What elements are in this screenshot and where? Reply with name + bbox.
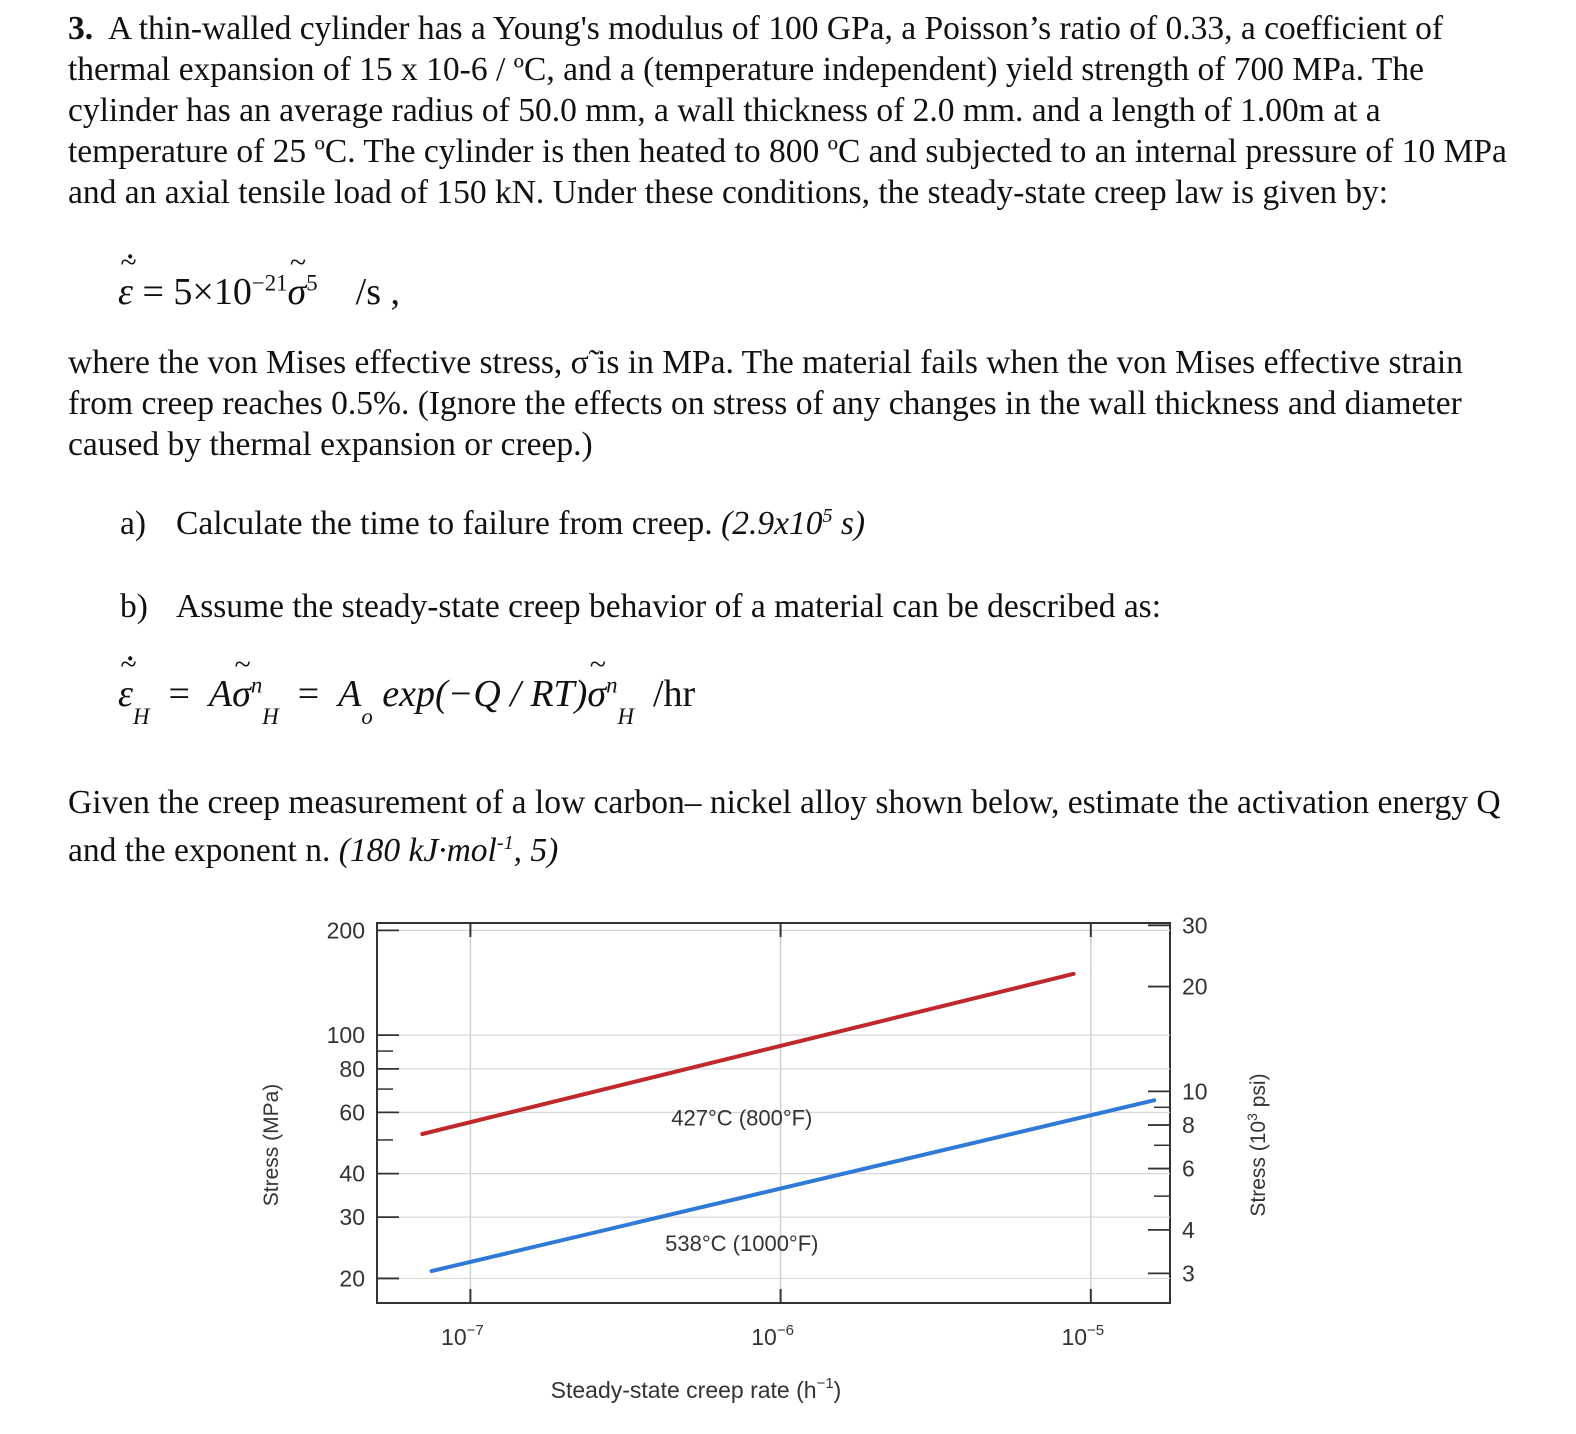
y-tick-label-right: 6 [1182, 1155, 1195, 1182]
given-statement: Given the creep measurement of a low carbon– nickel alloy shown below, estimate the activation energy Q and the exponent n. (180 kJ·mol$^{-1}$, 5) [68, 784, 1501, 870]
y-tick-label-left: 30 [339, 1204, 365, 1231]
creep-chart [250, 895, 1310, 1425]
y-tick-label-right: 10 [1182, 1078, 1208, 1105]
problem-intro [68, 8, 1508, 213]
x-tick-label: $10^{-6}$ [751, 1322, 794, 1350]
series-label: 427°C (800°F) [671, 1105, 813, 1131]
problem-number: 3. [68, 10, 94, 47]
problem-intro-text: A thin-walled cylinder has a Young's modulus of 100 GPa, a Poisson’s ratio of 0.33, a coefficient of thermal expansion of 15 x 10-6 / ºC, and a (temperature independent) yield strength of 700 MPa. The cylinder has an average radius of 50.0 mm, a wall thickness of 2.0 mm. and a length of 1.00m at a temperature of 25 ºC. The cylinder is then heated to 800 ºC and subjected to an internal pressure of 10 MPa and an axial tensile load of 150 kN. Under these conditions, the steady-state creep law is given by: [68, 10, 1507, 211]
part-a: a) Calculate the time to failure from creep. ($2.9x10^5$ s) [120, 505, 866, 543]
given-answer: (180 kJ·mol$^{-1}$, 5) [338, 832, 559, 870]
creep-law-equation: ˙ ~ $\varepsilon = 5\times 10^{-21}\sim$ $\sigma^5$ /s , [118, 270, 400, 314]
y-tick-label-right: 30 [1182, 912, 1208, 939]
creep-behavior-equation: ˙ ~ $\varepsilon_H$ = A~ $\sigma^n_H = A_o$ exp(−Q / RT)~ $\sigma^n_H$ /hr [118, 672, 695, 716]
y-tick-label-right: 20 [1182, 973, 1208, 1000]
part-b: b) Assume the steady-state creep behavior of a material can be described as: [120, 588, 1162, 625]
x-axis-label: Steady-state creep rate $(h^{-1})$ [550, 1375, 842, 1403]
strain-rate-symbol: ˙ ~ ε [118, 270, 133, 314]
y-tick-label-left: 60 [339, 1099, 365, 1126]
effective-stress-symbol: ~ σ [288, 270, 307, 314]
y-axis-label-left: Stress (MPa) [260, 1083, 283, 1207]
y-tick-label-left: 20 [339, 1265, 365, 1292]
y-tick-label-left: 200 [326, 917, 365, 944]
y-tick-label-right: 8 [1182, 1112, 1195, 1139]
problem-conditions: where the von Mises effective stress, σ̃ is in MPa. The material fails when the von Mises effective strain from creep reaches 0.5%. (Ignore the effects on stress of any changes in the wall thickness and diameter caused by thermal expansion or creep.) [68, 344, 1463, 463]
y-tick-label-left: 100 [326, 1022, 365, 1049]
x-tick-label: $10^{-7}$ [441, 1322, 484, 1350]
y-axis-label-right: Stress ($10^3$ psi) [1244, 1073, 1270, 1217]
creep-chart-svg [250, 895, 1310, 1420]
part-a-answer: ($2.9x10^5$ s) [721, 505, 866, 543]
y-tick-label-left: 80 [339, 1055, 365, 1082]
x-tick-label: $10^{-5}$ [1061, 1322, 1105, 1350]
y-tick-label-right: 3 [1182, 1260, 1195, 1287]
y-tick-label-left: 40 [339, 1160, 365, 1187]
y-tick-label-right: 4 [1182, 1216, 1195, 1243]
series-label: 538°C (1000°F) [665, 1230, 819, 1256]
